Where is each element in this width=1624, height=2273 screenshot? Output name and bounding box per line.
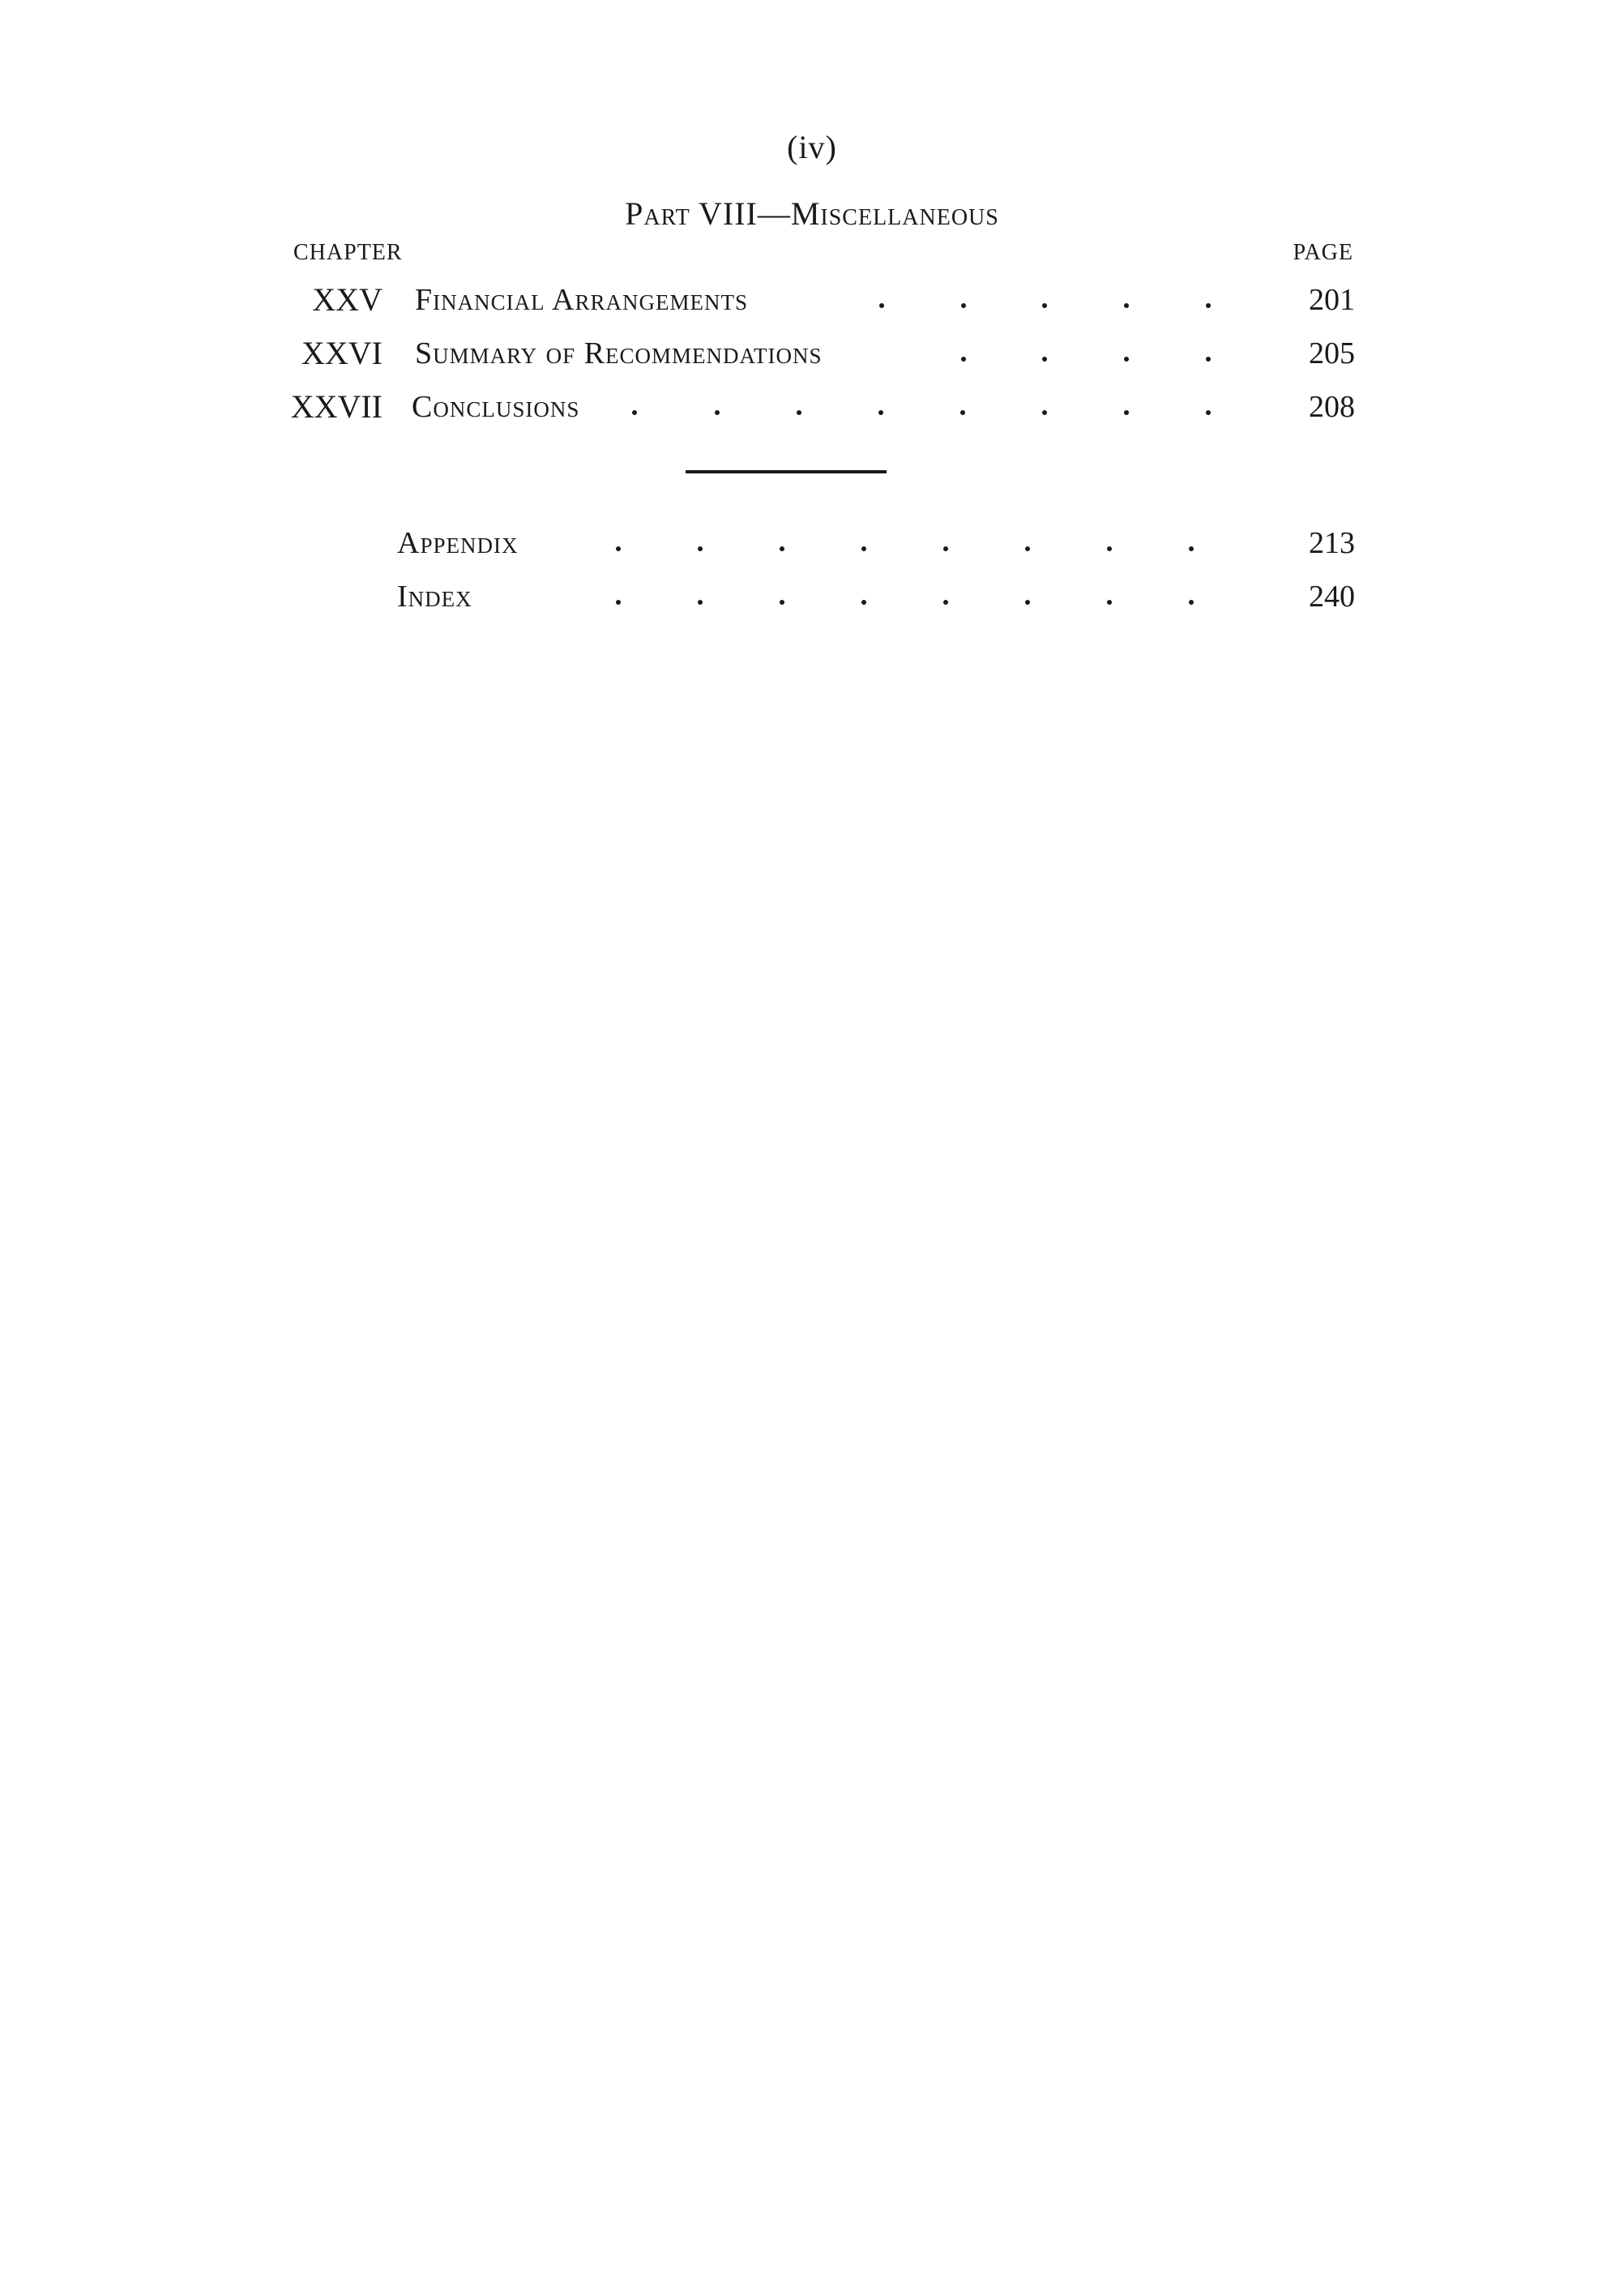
part-heading: Part VIII—Miscellaneous [625,195,999,232]
chapter-title: Conclusions [412,390,580,424]
page-ref: 208 [1309,390,1355,424]
toc-entry-chapter-xxvi[interactable] [0,329,1624,378]
chapter-title: Financial Arrangements [415,283,748,317]
page-ref: 201 [1309,283,1355,317]
toc-entry-chapter-xxv[interactable] [0,276,1624,324]
chapter-numeral: XXVI [301,335,382,371]
page-ref: 240 [1309,580,1355,614]
section-divider [686,470,887,473]
page-column-label: PAGE [1293,240,1353,265]
page-number: (iv) [787,129,837,165]
toc-entry-appendix[interactable] [0,519,1624,567]
dot-leader [0,572,1624,621]
dot-leader [0,519,1624,567]
chapter-title: Summary of Recommendations [415,336,823,370]
page-ref: 205 [1309,336,1355,370]
chapter-numeral: XXV [312,281,382,318]
chapter-numeral: XXVII [290,388,382,425]
back-matter-title: Appendix [397,526,519,560]
back-matter-title: Index [397,580,472,614]
toc-entry-chapter-xxvii[interactable] [0,383,1624,431]
dot-leader [0,383,1624,431]
chapter-column-label: CHAPTER [293,240,403,265]
page-ref: 213 [1309,526,1355,560]
dot-leader [0,276,1624,324]
toc-entry-index[interactable] [0,572,1624,621]
